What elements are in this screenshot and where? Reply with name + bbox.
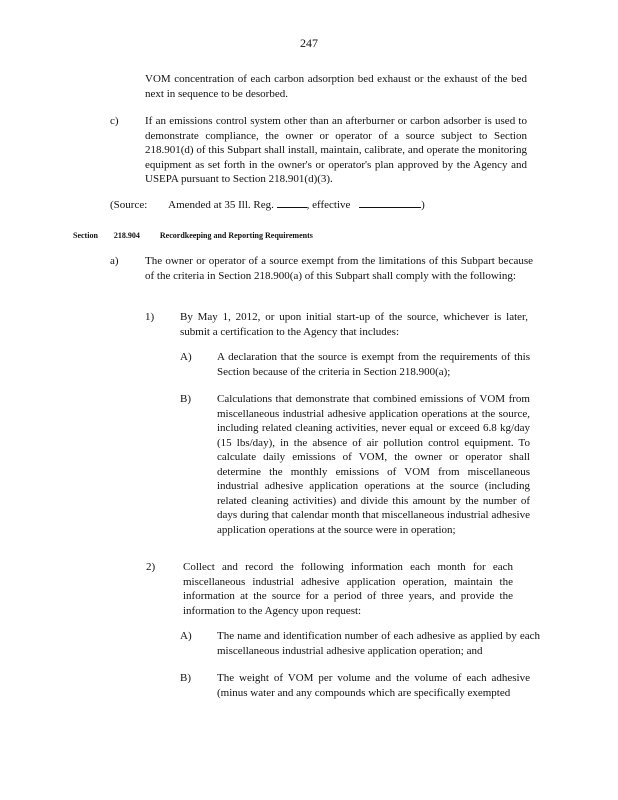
item-label-a2: 2) <box>146 561 156 573</box>
item-label-a2A: A) <box>180 630 192 642</box>
paragraph-a1: By May 1, 2012, or upon initial start-up of the source, whichever is later, submit a certification to the Agency that includes: <box>180 311 528 338</box>
section-word: Section <box>73 231 98 240</box>
paragraph-a2B: The weight of VOM per volume and the volume of each adhesive (minus water and any compounds which are specifically exempted <box>217 672 530 699</box>
page-number: 247 <box>300 36 318 50</box>
paragraph-a: The owner or operator of a source exempt from the limitations of this Subpart because of the criteria in Section 218.900(a) of this Subpart shall comply with the following: <box>145 255 533 282</box>
paragraph-a2A: The name and identification number of each adhesive as applied by each miscellaneous industrial adhesive application operation; and <box>217 630 540 657</box>
paragraph-c: If an emissions control system other than an afterburner or carbon adsorber is used to demonstrate compliance, the owner or operator of a source subject to Section 218.901(d) of this Subpart shall install, maintain, calibrate, and operate the monitoring equipment as set forth in the owner's or operator's plan approved by the Agency and USEPA pursuant to Section 218.901(d)(3). <box>145 115 527 185</box>
section-title: Recordkeeping and Reporting Requirements <box>159 231 313 240</box>
item-label-a: a) <box>110 255 119 267</box>
source-comma: , <box>306 199 310 211</box>
paragraph-continuation: VOM concentration of each carbon adsorption bed exhaust or the exhaust of the bed next in sequence to be desorbed. <box>145 73 527 100</box>
source-note <box>110 197 530 213</box>
paragraph-a2: Collect and record the following information each month for each miscellaneous industrial adhesive application operation, maintain the information at the source for a period of three years, and provide the information to the Agency upon request: <box>183 561 513 617</box>
paragraph-a1B: Calculations that demonstrate that combined emissions of VOM from miscellaneous industrial adhesive application operations at the source, including related cleaning activities, never equal or exceed 6.8 kg/day (15 lbs/day), in the absence of air pollution control equipment. To calculate daily emissions of VOM, the owner or operator shall determine the monthly emissions of VOM from miscellaneous industrial adhesive application operations at the source (including related cleaning activities) and divide this amount by the number of days during that calendar month that miscellaneous industrial adhesive application operations at the source were in operation; <box>217 393 530 536</box>
item-label-a2B: B) <box>180 672 191 684</box>
item-label-a1B: B) <box>180 393 191 405</box>
paragraph-a1A: A declaration that the source is exempt from the requirements of this Section because of the criteria in Section 218.900(a); <box>217 351 530 378</box>
item-label-a1A: A) <box>180 351 192 363</box>
item-label-c: c) <box>110 115 119 127</box>
source-lead: (Source: <box>110 199 148 211</box>
source-effective: effective <box>312 199 351 211</box>
section-number: 218.904 <box>113 231 140 240</box>
item-label-a1: 1) <box>145 311 155 323</box>
section-heading <box>73 229 533 244</box>
reg-blank <box>277 197 307 208</box>
source-text: Amended at 35 Ill. Reg. <box>168 199 274 211</box>
effective-blank <box>359 197 421 208</box>
source-close: ) <box>421 199 425 211</box>
